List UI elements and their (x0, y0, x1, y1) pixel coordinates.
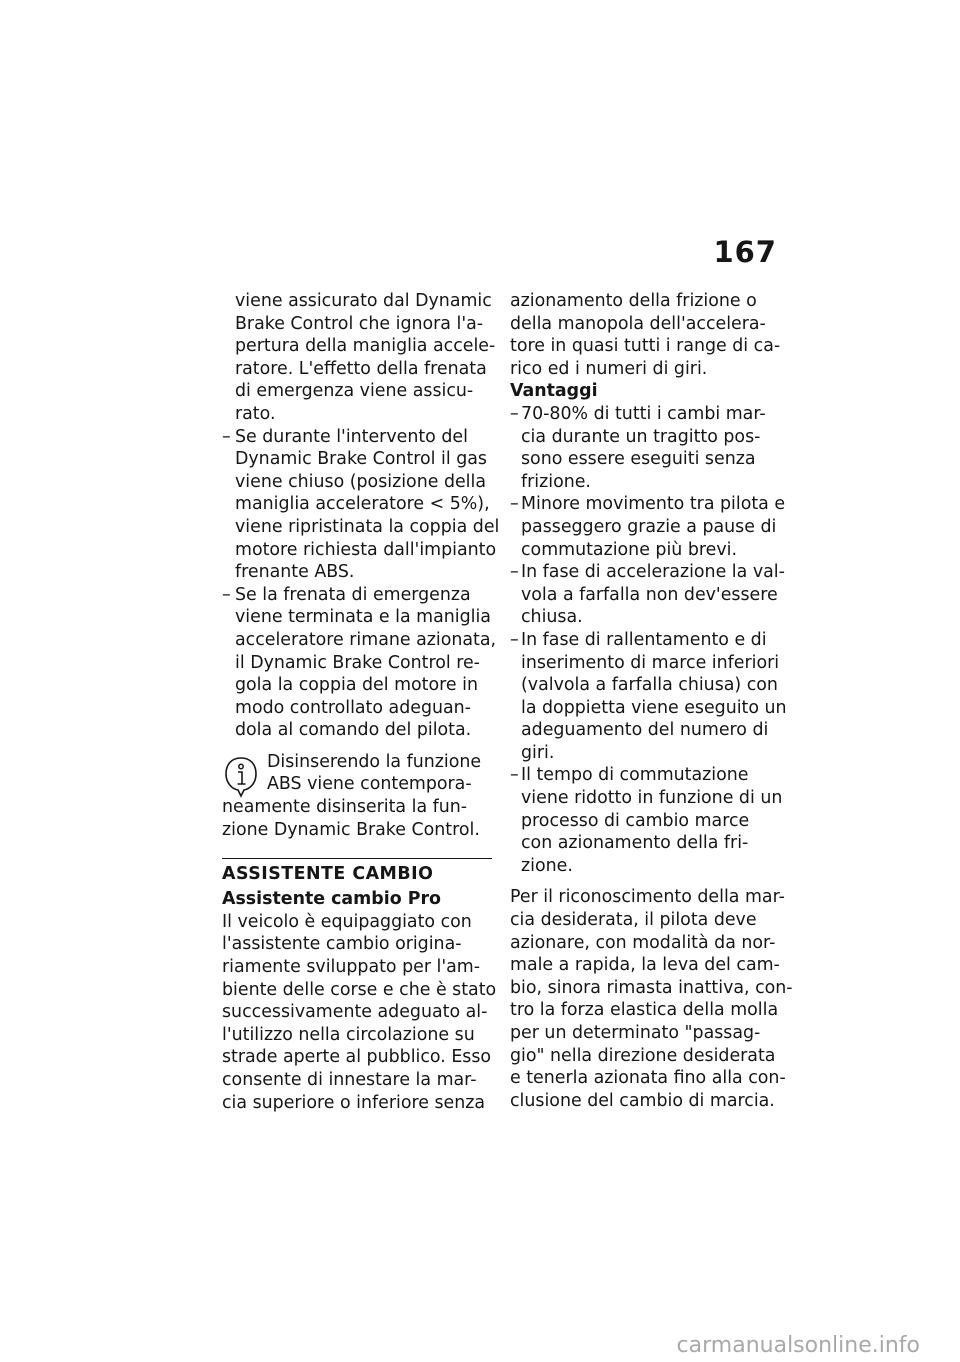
text-line: viene terminata e la maniglia (235, 607, 491, 628)
bullet-item (510, 629, 787, 765)
right-column (510, 290, 793, 1112)
text-line: chiusa. (521, 607, 583, 628)
text-line: dola al comando del pilota. (235, 720, 472, 741)
text-line: riamente sviluppato per l'am- (222, 957, 481, 978)
text-line: zione. (521, 855, 573, 876)
body-paragraph (222, 911, 497, 1114)
bullet-item (510, 561, 785, 629)
text-line: tore in quasi tutti i range di ca- (510, 336, 781, 357)
text-line: l'utilizzo nella circolazione su (222, 1024, 475, 1045)
bullet-item (222, 584, 497, 742)
text-line: rico ed i numeri di giri. (510, 358, 708, 379)
dash-marker: – (222, 426, 231, 447)
text-line: (valvola a farfalla chiusa) con (521, 675, 778, 696)
text-line: viene chiuso (posizione della (235, 471, 487, 492)
dash-marker: – (510, 494, 519, 515)
text-line: bio, sinora rimasta inattiva, con- (510, 977, 793, 998)
text-line: tro la forza elastica della molla (510, 1000, 779, 1021)
left-column (222, 290, 500, 1114)
text-line: maniglia acceleratore < 5%), (235, 494, 490, 515)
text-line: per un determinato "passag- (510, 1023, 761, 1043)
text-line: Se la frenata di emergenza (235, 584, 471, 605)
text-line: cia desiderata, il pilota deve (510, 910, 757, 931)
intro-paragraph (510, 290, 782, 380)
text-line: la doppietta viene eseguito un (521, 697, 787, 718)
info-note (222, 751, 492, 841)
text-line: adeguamento del numero di (521, 720, 769, 741)
bullet-item (222, 426, 500, 584)
dash-marker: – (510, 629, 519, 650)
text-line: strade aperte al pubblico. Esso (222, 1047, 492, 1068)
subsection-title: Assistente cambio Pro (222, 889, 441, 910)
text-line: gio" nella direzione desiderata (510, 1045, 776, 1066)
text-line: acceleratore rimane azionata, (235, 629, 497, 650)
watermark: carmanualsonline.info (676, 1333, 920, 1358)
text-line: pertura della maniglia accele- (235, 336, 496, 357)
body-paragraph (510, 886, 793, 1112)
text-line: motore richiesta dall'impianto (235, 539, 497, 560)
text-line: azionamento della frizione o (510, 291, 757, 311)
page-number: 167 (713, 235, 777, 269)
text-line: gola la coppia del motore in (235, 675, 478, 696)
text-line: viene ridotto in funzione di un (521, 788, 783, 809)
text-line: Brake Control che ignora l'a- (235, 313, 484, 334)
text-line: cia durante un tragitto pos- (521, 426, 761, 447)
advantages-heading: Vantaggi (510, 381, 598, 402)
text-line: 70-80% di tutti i cambi mar- (521, 403, 766, 424)
text-line: Disinserendo la funzione (267, 751, 482, 772)
text-line: In fase di accelerazione la val- (521, 562, 785, 583)
bullet-item (510, 764, 782, 877)
text-line: modo controllato adeguan- (235, 697, 471, 718)
text-line: In fase di rallentamento e di (521, 629, 767, 650)
text-line: con azionamento della fri- (521, 833, 749, 854)
text-line: processo di cambio marce (521, 810, 750, 831)
text-line: biente delle corse e che è stato (222, 979, 497, 1000)
text-line: clusione del cambio di marcia. (510, 1090, 775, 1111)
text-line: frenante ABS. (235, 562, 355, 583)
text-line: Per il riconoscimento della mar- (510, 887, 785, 908)
text-line: successivamente adeguato al- (222, 1002, 488, 1023)
bullet-item (510, 403, 782, 493)
text-line: vola a farfalla non dev'essere (521, 584, 778, 605)
text-line: Il tempo di commutazione (521, 765, 749, 786)
text-line: azionare, con modalità da nor- (510, 932, 776, 953)
text-line: sono essere eseguiti senza (521, 449, 756, 470)
text-line: ratore. L'effetto della frenata (235, 358, 487, 379)
text-line: consente di innestare la mar- (222, 1070, 477, 1090)
text-line: Il veicolo è equipaggiato con (222, 911, 472, 932)
section-divider (222, 858, 492, 859)
text-line: e tenerla azionata fino alla con- (510, 1068, 786, 1089)
text-line: Se durante l'intervento del (235, 426, 468, 447)
section-title: ASSISTENTE CAMBIO (222, 864, 434, 885)
text-line: Dynamic Brake Control il gas (235, 449, 487, 470)
intro-paragraph (222, 290, 496, 426)
text-line: ABS viene contempora- (267, 774, 472, 795)
text-line: il Dynamic Brake Control re- (235, 652, 480, 673)
text-line: giri. (521, 742, 555, 763)
text-line: Minore movimento tra pilota e (521, 494, 786, 515)
text-line: cia superiore o inferiore senza (222, 1092, 486, 1113)
text-line: zione Dynamic Brake Control. (222, 819, 480, 840)
dash-marker: – (510, 403, 519, 424)
text-line: della manopola dell'accelera- (510, 313, 766, 334)
text-line: viene ripristinata la coppia del (235, 516, 500, 537)
text-line: inserimento di marce inferiori (521, 652, 780, 673)
text-line: commutazione più brevi. (521, 539, 738, 560)
text-line: l'assistente cambio origina- (222, 934, 462, 955)
text-line: rato. (235, 403, 276, 424)
text-line: neamente disinserita la fun- (222, 797, 468, 818)
dash-marker: – (510, 765, 519, 786)
info-icon (222, 755, 260, 799)
text-line: male a rapida, la leva del cam- (510, 955, 780, 976)
text-line: passeggero grazie a pause di (521, 516, 777, 537)
text-line: viene assicurato dal Dynamic (235, 291, 492, 311)
bullet-item (510, 493, 786, 561)
dash-marker: – (510, 562, 519, 583)
text-line: di emergenza viene assicu- (235, 381, 474, 402)
text-line: frizione. (521, 471, 591, 492)
dash-marker: – (222, 584, 231, 605)
